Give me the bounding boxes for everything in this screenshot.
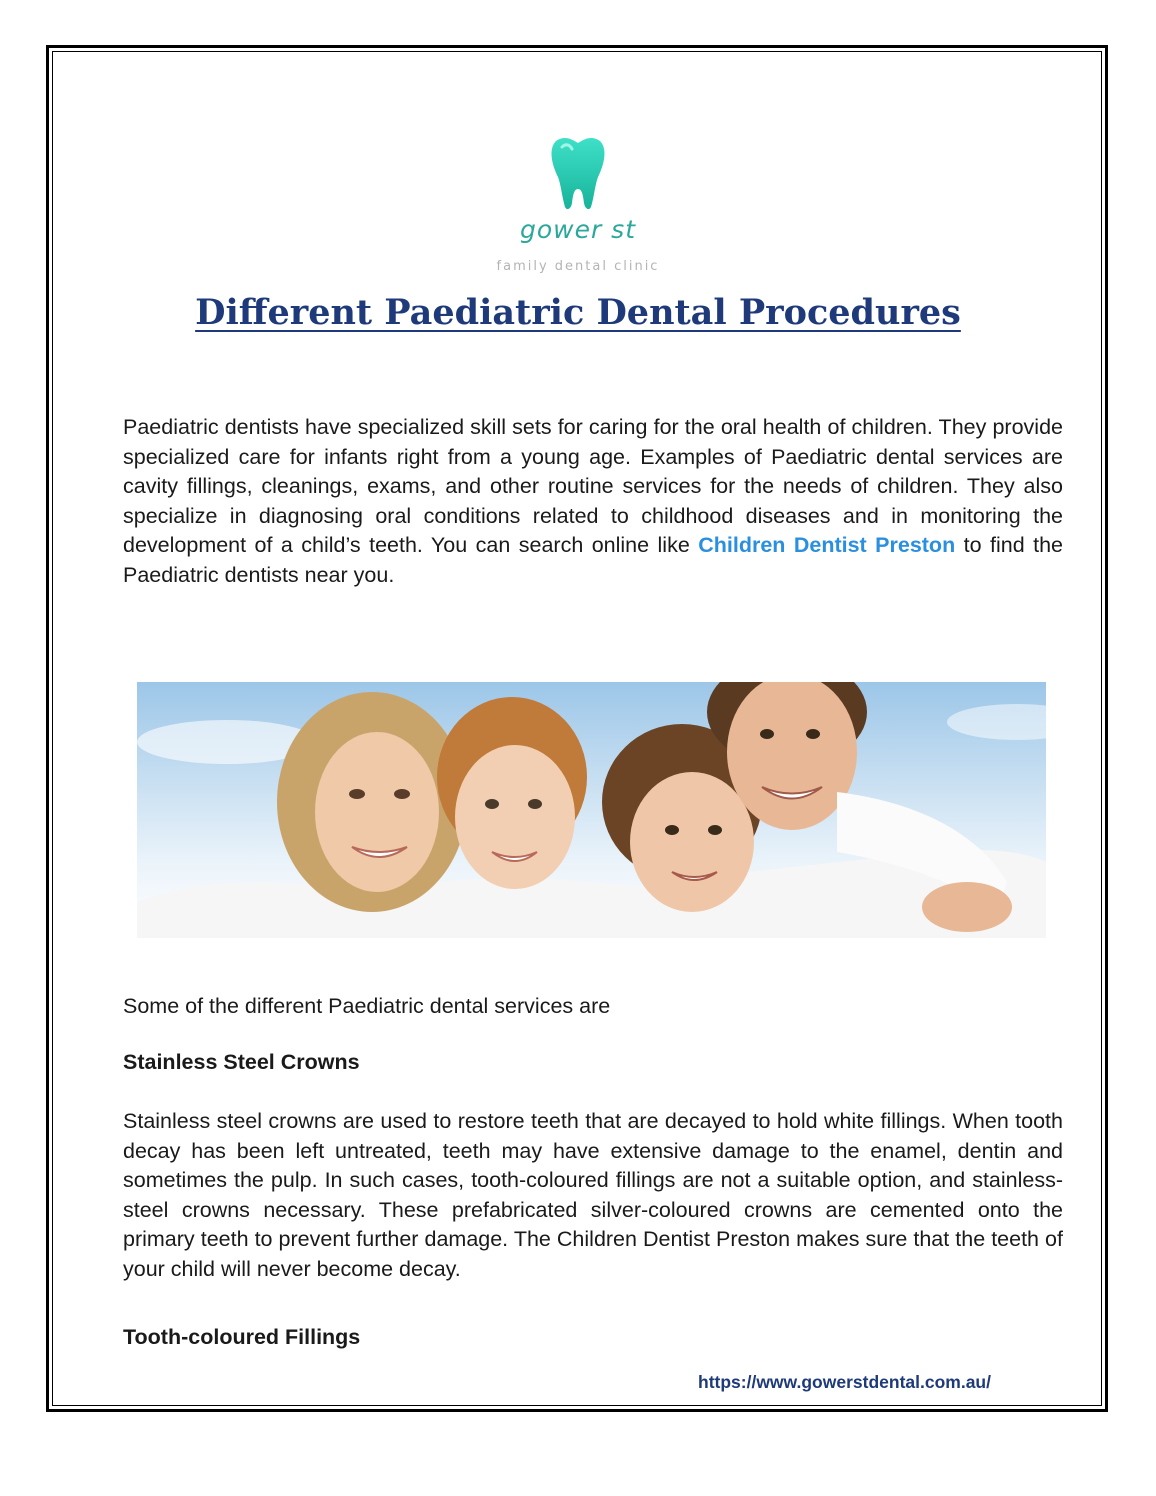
clinic-logo [470, 135, 686, 280]
stainless-steel-crowns-paragraph: Stainless steel crowns are used to restore teeth that are decayed to hold white fillings. When tooth decay has been left untreated, teeth may have extensive damage to the enamel, dentin and sometimes the pulp. In such cases, tooth-coloured fillings are not a suitable option, and stainless-steel crowns necessary. These prefabricated silver-coloured crowns are cemented onto the primary teeth to prevent further damage. The Children Dentist Preston makes sure that the teeth of your child will never become decay. [123, 1109, 1063, 1281]
section-heading-stainless-steel-crowns: Stainless Steel Crowns [123, 1050, 360, 1074]
logo-wordmark: gower st [519, 215, 637, 244]
logo-tagline: family dental clinic [496, 259, 660, 274]
intro-paragraph [123, 413, 1063, 590]
tooth-icon [548, 135, 608, 211]
intro-text-start: Paediatric dentists have specialized skill sets for caring for the oral health of children. They provide specialized care for infants right from a young age. Examples of Paediatric dental services are cavity fillings, cleanings, exams, and other routine services for the needs of children. They also specialize in diagnosing oral conditions related to childhood diseases and in monitoring the development of a child’s teeth. You can search online like [123, 415, 1063, 557]
family-smiling-photo [137, 682, 1046, 938]
services-intro: Some of the different Paediatric dental services are [123, 994, 611, 1018]
section-heading-tooth-coloured-fillings: Tooth-coloured Fillings [123, 1325, 361, 1349]
intro-text-end: to find the Paediatric dentists near you. [123, 533, 1063, 587]
page-title: Different Paediatric Dental Procedures [195, 292, 961, 333]
footer-website-link[interactable]: https://www.gowerstdental.com.au/ [698, 1372, 991, 1392]
children-dentist-link[interactable]: Children Dentist Preston [698, 533, 956, 557]
